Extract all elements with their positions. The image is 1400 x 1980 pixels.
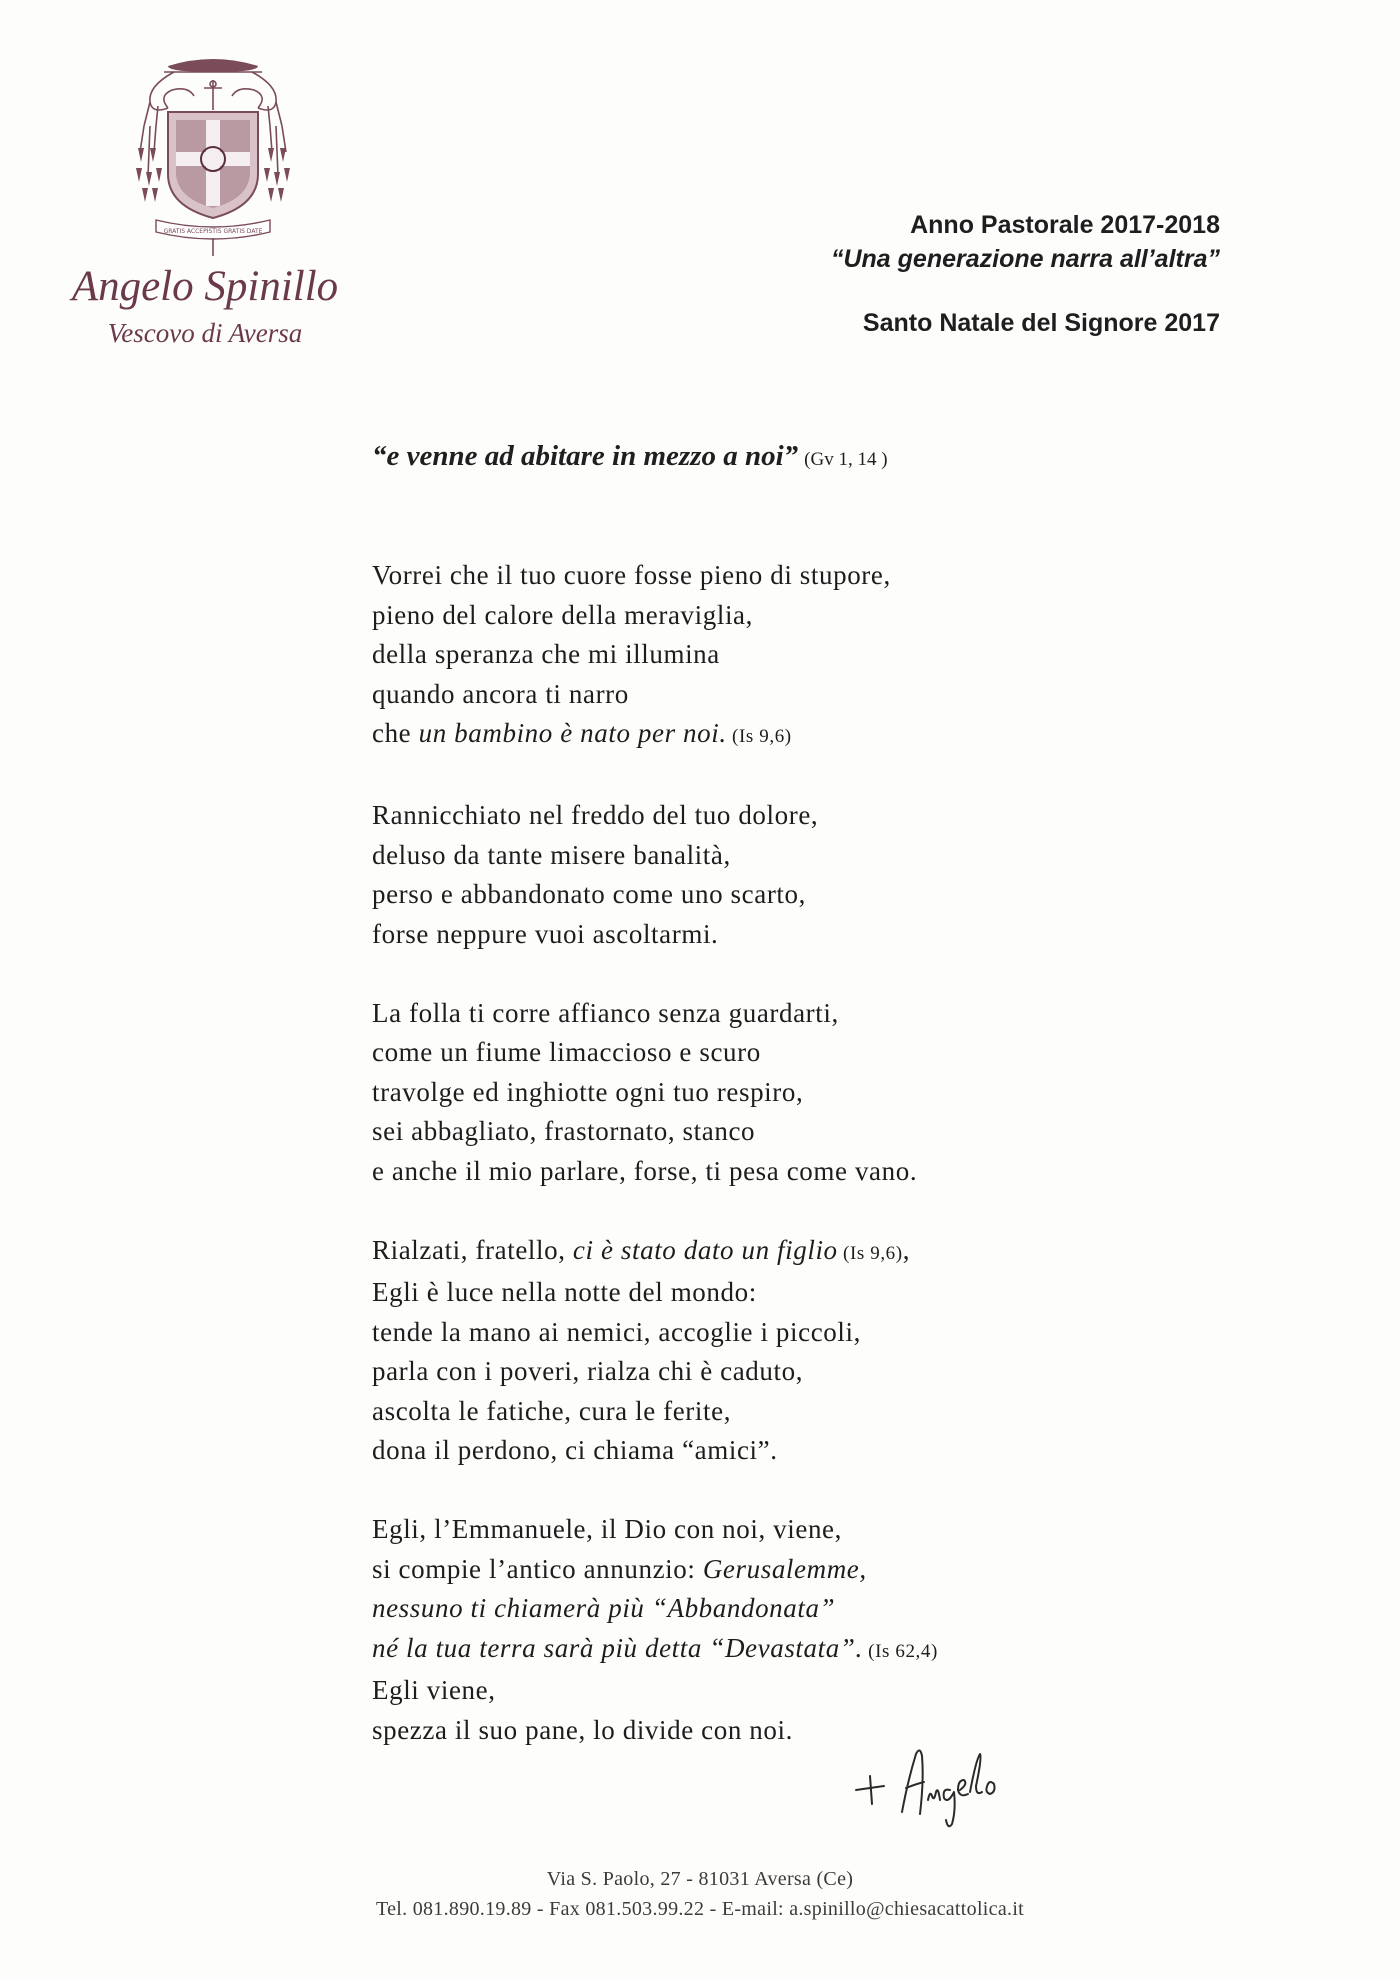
line-text: Egli è luce nella notte del mondo: [372,1277,757,1307]
poem-line [372,1550,938,1590]
poem-line [372,1033,938,1073]
title-reference: (Gv 1, 14 ) [804,449,888,470]
poem-line [372,1352,938,1392]
line-text: La folla ti corre affianco senza guardarti, [372,997,839,1028]
title-text: “e venne ad abitare in mezzo a noi” [372,440,799,472]
poem-line [372,1231,938,1274]
line-text: della speranza che mi illumina [372,639,720,669]
stanza [372,556,938,757]
scripture-reference: (Is 9,6) [837,1242,903,1264]
line-text: deluso da tante misere banalità, [372,839,731,870]
line-text: pieno del calore della meraviglia, [372,599,753,630]
line-text: si compie l’antico annunzio: [372,1553,703,1584]
quoted-scripture: Gerusalemme, [702,1553,867,1584]
poem-line [372,796,938,836]
scripture-reference: (Is 9,6) [726,726,792,747]
stanza [372,1510,938,1750]
poem-line [372,1431,938,1471]
poem-line [372,1073,938,1113]
pastoral-year: Anno Pastorale 2017-2018 [910,211,1220,239]
line-text: forse neppure vuoi ascoltarmi. [372,918,719,949]
line-text: quando ancora ti narro [372,678,629,709]
poem-line [372,556,938,596]
sender-title: Vescovo di Aversa [107,318,303,348]
poem-line [372,1392,938,1432]
line-text: Vorrei che il tuo cuore fosse pieno di stupore, [372,560,891,590]
line-text: sei abbagliato, frastornato, stanco [372,1116,756,1146]
quoted-scripture: nessuno ti chiamerà più “Abbandonata” [372,1593,836,1623]
stanza [372,1231,938,1471]
line-text: spezza il suo pane, lo divide con noi. [372,1714,793,1745]
poem-line [372,675,938,715]
poem-line [372,994,938,1034]
poem-line [372,1273,938,1313]
footer-contacts: Tel. 081.890.19.89 - Fax 081.503.99.22 - E-mail: a.spinillo@chiesacattolica.it [375,1898,1025,1920]
occasion-line: Santo Natale del Signore 2017 [862,309,1220,337]
stanza [372,796,938,954]
svg-text:GRATIS ACCEPISTIS GRATIS DATE: GRATIS ACCEPISTIS GRATIS DATE [163,228,263,235]
poem-line [372,1112,938,1152]
line-text: Rialzati, fratello, [372,1234,573,1265]
sender-name: Angelo Spinillo [71,263,339,310]
quoted-scripture: ci è stato dato un figlio [572,1234,838,1265]
quoted-scripture: un bambino è nato per noi. [418,718,727,748]
poem-line [372,915,938,955]
poem-line [372,1510,938,1550]
episcopal-coat-of-arms-icon [128,56,298,256]
poem-line [372,714,938,757]
poem-line [372,1589,938,1629]
poem-line [372,1152,938,1192]
poem-line [372,1629,938,1672]
line-text: , [902,1234,911,1265]
line-text: come un fiume limaccioso e scuro [372,1037,761,1067]
line-text: che [372,718,419,748]
quoted-scripture: né la tua terra sarà più detta “Devastata”. [372,1632,863,1663]
poem-line [372,635,938,675]
stanza [372,994,938,1192]
line-text: Egli viene, [372,1675,496,1705]
pastoral-motto: “Una generazione narra all’altra” [830,245,1220,273]
poem-line [372,1313,938,1353]
poem-body [372,556,938,1750]
poem-line [372,596,938,636]
letter-header [831,208,1220,340]
line-text: tende la mano ai nemici, accoglie i piccoli, [372,1316,861,1347]
poem-title [372,440,888,473]
handwritten-signature [850,1740,1030,1830]
poem-line [372,836,938,876]
line-text: travolge ed inghiotte ogni tuo respiro, [372,1076,804,1107]
line-text: ascolta le fatiche, cura le ferite, [372,1395,732,1426]
line-text: e anche il mio parlare, forse, ti pesa come vano. [372,1155,918,1186]
line-text: Rannicchiato nel freddo del tuo dolore, [372,800,819,830]
poem-line [372,875,938,915]
line-text: parla con i poveri, rialza chi è caduto, [372,1356,804,1386]
line-text: perso e abbandonato come uno scarto, [372,879,806,909]
line-text: dona il perdono, ci chiama “amici”. [372,1435,778,1465]
scripture-reference: (Is 62,4) [862,1640,938,1662]
footer-address: Via S. Paolo, 27 - 81031 Aversa (Ce) [546,1868,854,1890]
poem-line [372,1671,938,1711]
line-text: Egli, l’Emmanuele, il Dio con noi, viene, [372,1514,842,1544]
